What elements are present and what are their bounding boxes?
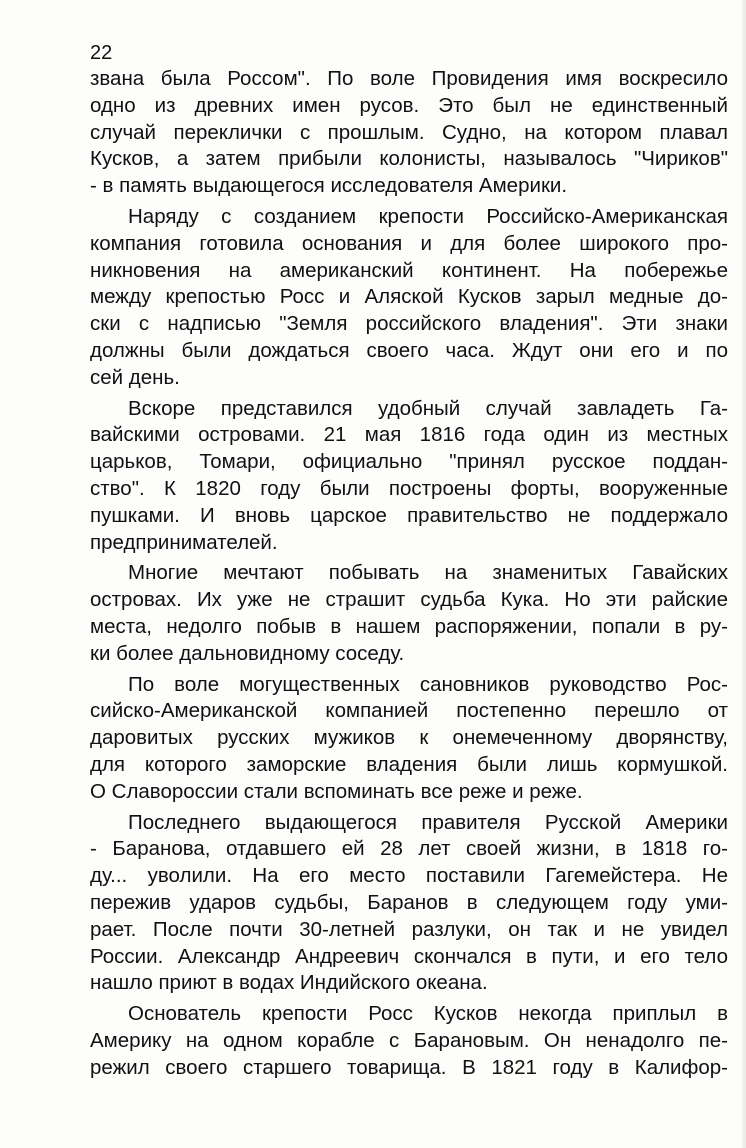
scan-edge [742,0,746,1148]
text-line: для которого заморские владения были лишь кормушкой. [90,752,728,776]
text-line: сей день. [90,365,180,389]
text-line: звана была Россом". По воле Провидения имя воскресило [90,67,728,90]
body-text [90,66,728,1085]
paragraph [90,204,728,392]
paragraph [90,396,728,557]
text-line: - Баранова, отдавшего ей 28 лет своей жизни, в 1818 го- [90,837,728,861]
text-line: одно из древних имен русов. Это был не единственный [90,93,728,117]
text-line: Многие мечтают побывать на знаменитых Гавайских [128,561,728,585]
text-line: - в память выдающегося исследователя Америки. [90,174,568,198]
text-line: режил своего старшего товарища. В 1821 году в Калифор- [90,1055,728,1079]
text-line: предпринимателей. [90,530,278,554]
text-line: нашло приют в водах Индийского океана. [90,971,488,995]
text-line: ду... уволили. На его место поставили Гагемейстера. Не [90,864,728,888]
text-line: По воле могущественных сановников руководство Рос- [128,672,728,696]
paragraph [90,672,728,806]
text-line: рает. После почти 30-летней разлуки, он так и не увидел [90,917,728,941]
text-line: Америку на одном корабле с Барановым. Он ненадолго пе- [90,1028,728,1052]
paragraph [90,810,728,998]
text-line: должны были дождаться своего часа. Ждут они его и по [90,338,728,362]
text-line: Наряду с созданием крепости Российско-Американская [128,204,728,228]
text-line: сийско-Американской компанией постепенно перешло от [90,699,728,723]
text-line: ство". К 1820 году были построены форты, вооруженные [90,476,728,500]
text-line: островах. Их уже не страшит судьба Кука. Но эти райские [90,588,728,612]
paragraph [90,560,728,667]
text-line: даровитых русских мужиков к онемеченному дворянству, [90,726,728,750]
text-line: пушками. И вновь царское правительство не поддержало [90,503,728,527]
text-line: между крепостью Росс и Аляской Кусков зарыл медные до- [90,285,728,309]
paragraph [90,66,728,200]
text-line: Последнего выдающегося правителя Русской Америки [128,810,728,834]
text-line: царьков, Томари, официально "принял русское поддан- [90,450,728,474]
text-line: ски с надписью "Земля российского владения". Эти знаки [90,312,728,336]
text-line: О Славороссии стали вспоминать все реже и реже. [90,779,583,803]
text-line: случай переклички с прошлым. Судно, на котором плавал [90,120,728,144]
text-line: Вскоре представился удобный случай завладеть Га- [128,396,728,420]
text-line: Основатель крепости Росс Кусков некогда приплыл в [128,1002,728,1026]
page-number: 22 [90,42,113,64]
text-line: никновения на американский континент. На побережье [90,258,728,282]
paragraph [90,1001,728,1081]
text-line: компания готовила основания и для более широкого про- [90,231,728,255]
text-line: ки более дальновидному соседу. [90,641,405,665]
text-line: Кусков, а затем прибыли колонисты, называлось "Чириков" [90,147,728,171]
text-line: вайскими островами. 21 мая 1816 года один из местных [90,423,728,447]
text-line: пережив ударов судьбы, Баранов в следующем году уми- [90,890,728,914]
text-line: места, недолго побыв в нашем распоряжении, попали в ру- [90,614,728,638]
text-line: России. Александр Андреевич скончался в пути, и его тело [90,944,728,968]
